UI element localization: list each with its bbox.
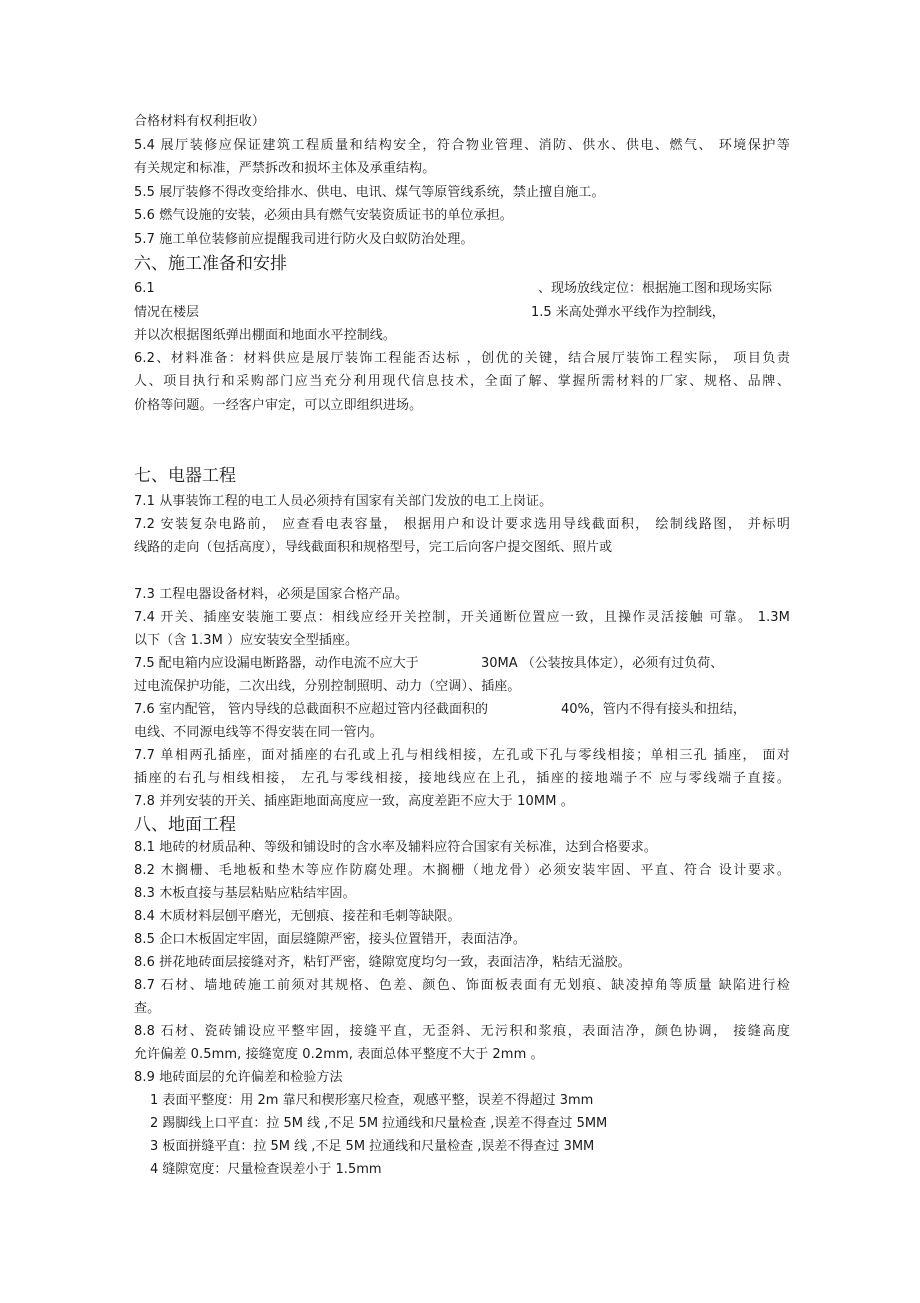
clause-5-6: 5.6 燃气设施的安装，必须由具有燃气安装资质证书的单位承担。 — [134, 208, 513, 223]
clause-6-1-number: 6.1 — [134, 281, 155, 296]
clause-8-8: 8.8 石材、瓷砖铺设应平整牢固，接缝平直，无歪斜、无污积和浆痕，表面洁净，颜色协调， 接缝高度 — [134, 1024, 790, 1039]
clause-8-4: 8.4 木质材料层刨平磨光，无刨痕、接茬和毛刺等缺限。 — [134, 909, 461, 924]
section-heading-7: 七、电器工程 — [134, 466, 236, 486]
clause-6-2-line3: 价格等问题。一经客户审定，可以立即组织进场。 — [134, 398, 423, 413]
clause-7-8: 7.8 并列安装的开关、插座距地面高度应一致，高度差距不应大于 10MM 。 — [134, 794, 574, 809]
section-heading-8: 八、地面工程 — [134, 815, 236, 835]
clause-7-3: 7.3 工程电器设备材料，必须是国家合格产品。 — [134, 587, 409, 602]
clause-7-6-a: 7.6 室内配管， 管内导线的总截面积不应超过管内径截面积的 — [134, 702, 488, 717]
clause-7-7-line2: 插座的右孔与相线相接， 左孔与零线相接，接地线应在上孔，插座的接地端子不 应与零线端子直接。 — [134, 771, 790, 786]
sub-item-2: 2 踢脚线上口平直：拉 5M 线 ,不足 5M 拉通线和尺量检查 ,误差不得查过 5MM — [150, 1116, 608, 1131]
clause-6-1-line2a: 情况在楼层 — [134, 305, 200, 320]
clause-7-5-line2: 过电流保护功能，二次出线，分别控制照明、动力（空调）、插座。 — [134, 679, 521, 694]
sub-item-3: 3 板面拼缝平直：拉 5M 线 ,不足 5M 拉通线和尺量检查 ,误差不得查过 3MM — [150, 1139, 595, 1154]
sub-item-1: 1 表面平整度：用 2m 靠尺和楔形塞尺检查，观感平整，误差不得超过 3mm — [150, 1093, 594, 1108]
clause-6-2-line2: 人、项目执行和采购部门应当充分利用现代信息技术，全面了解、掌握所需材料的厂家、规格、品牌、 — [134, 374, 790, 389]
sub-item-4: 4 缝隙宽度：尺量检查误差小于 1.5mm — [150, 1162, 382, 1177]
clause-7-5-a: 7.5 配电箱内应设漏电断路器，动作电流不应大于 — [134, 656, 419, 671]
clause-8-7: 8.7 石材、墙地砖施工前须对其规格、色差、颜色、饰面板表面有无划痕、缺凌掉角等质量 缺陷进行检 — [134, 978, 790, 993]
clause-8-8-line2: 允许偏差 0.5mm, 接缝宽度 0.2mm, 表面总体平整度不大于 2mm 。 — [134, 1047, 544, 1062]
clause-8-9: 8.9 地砖面层的允许偏差和检验方法 — [134, 1070, 343, 1085]
clause-8-6: 8.6 拼花地砖面层接缝对齐，粘钉严密，缝隙宽度均匀一致，表面洁净，粘结无溢胶。 — [134, 955, 631, 970]
clause-7-4: 7.4 开关、插座安装施工要点：相线应经开关控制，开关通断位置应一致，且操作灵活接触 可靠。 1.3M — [134, 610, 790, 625]
clause-8-3: 8.3 木板直接与基层粘贴应粘结牢固。 — [134, 886, 356, 901]
clause-7-2: 7.2 安装复杂电路前， 应查看电表容量， 根据用户和设计要求选用导线截面积， 绘制线路图， 并标明 — [134, 517, 790, 532]
clause-6-1-line3: 并以次根据图纸弹出棚面和地面水平控制线。 — [134, 328, 397, 343]
clause-7-4-line2: 以下（含 1.3M ）应安装安全型插座。 — [134, 633, 359, 648]
clause-6-2: 6.2、材料准备：材料供应是展厅装饰工程能否达标 ，创优的关键，结合展厅装饰工程实际， 项目负责 — [134, 351, 790, 366]
clause-6-1-line2b: 1.5 米高处弹水平线作为控制线， — [531, 305, 725, 320]
section-heading-6: 六、施工准备和安排 — [134, 254, 287, 274]
clause-8-2: 8.2 木搁栅、毛地板和垫木等应作防腐处理。木搁栅（地龙骨）必须安装牢固、平直、符合 设计要求。 — [134, 863, 790, 878]
clause-7-6-line2: 电线、不同源电线等不得安装在同一管内。 — [134, 725, 383, 740]
clause-6-1-text: 、现场放线定位：根据施工图和现场实际 — [538, 281, 773, 296]
clause-7-2-line2: 线路的走向（包括高度），导线截面积和规格型号，完工后向客户提交图纸、照片或 — [134, 540, 613, 555]
clause-7-1: 7.1 从事装饰工程的电工人员必须持有国家有关部门发放的电工上岗证。 — [134, 494, 553, 509]
clause-5-7: 5.7 施工单位装修前应提醒我司进行防火及白蚁防治处理。 — [134, 232, 474, 247]
clause-8-5: 8.5 企口木板固定牢固，面层缝隙严密，接头位置错开，表面洁净。 — [134, 932, 527, 947]
clause-8-1: 8.1 地砖的材质品种、等级和铺设时的含水率及辅料应符合国家有关标准，达到合格要求。 — [134, 840, 658, 855]
clause-8-7-line2: 查。 — [134, 1001, 161, 1016]
clause-5-4: 5.4 展厅装修应保证建筑工程质量和结构安全，符合物业管理、消防、供水、供电、燃气、 环境保护等 — [134, 138, 790, 153]
clause-5-4-cont: 有关规定和标准，严禁拆改和损坏主体及承重结构。 — [134, 161, 436, 176]
paragraph-line: 合格材料有权利拒收） — [134, 114, 266, 129]
clause-5-5: 5.5 展厅装修不得改变给排水、供电、电讯、煤气等原管线系统，禁止擅自施工。 — [134, 185, 605, 200]
clause-7-7: 7.7 单相两孔插座，面对插座的右孔或上孔与相线相接，左孔或下孔与零线相接；单相三孔 插座， 面对 — [134, 748, 790, 763]
clause-7-5-b: 30MA （公装按具体定），必须有过负荷、 — [481, 656, 724, 671]
clause-7-6-b: 40%，管内不得有接头和扭结， — [561, 702, 746, 717]
